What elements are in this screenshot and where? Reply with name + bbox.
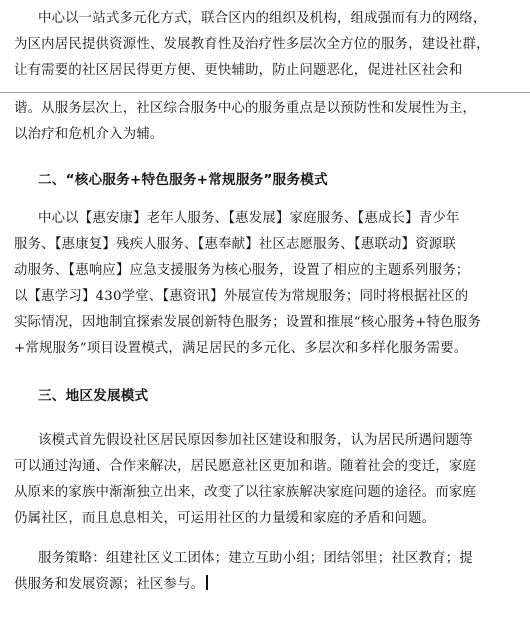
paragraph-line: 实际情况，因地制宜探索发展创新特色服务；设置和推展“核心服务+特色服务	[14, 315, 481, 330]
paragraph-line: 以【惠学习】430学堂、【惠资讯】外展宣传为常规服务；同时将根据社区的	[14, 289, 469, 304]
paragraph-line: 谐。从服务层次上，社区综合服务中心的服务重点是以预防性和发展性为主，	[14, 101, 477, 116]
paragraph-text: 供服务和发展资源；社区参与。	[14, 577, 205, 592]
paragraph-line: 以治疗和危机介入为辅。	[14, 127, 164, 142]
paragraph-line: 可以通过沟通、合作来解决，居民愿意社区更加和谐。随着社会的变迁，家庭	[14, 459, 477, 474]
paragraph-line: 服务、【惠康复】残疾人服务、【惠奉献】社区志愿服务、【惠联动】资源联	[14, 237, 456, 252]
paragraph-line: 让有需要的社区居民得更方便、更快辅助，防止问题恶化，促进社区社会和	[14, 63, 463, 78]
paragraph-line: 仍属社区，而且息息相关，可运用社区的力量缓和家庭的矛盾和问题。	[14, 511, 436, 526]
paragraph-line: 服务策略：组建社区义工团体；建立互助小组；团结邻里；社区教育；提	[38, 551, 473, 566]
paragraph-line	[14, 572, 208, 598]
paragraph-line: 为区内居民提供资源性、发展教育性及治疗性多层次全方位的服务，建设社群，	[14, 37, 490, 52]
section-heading: 三、地区发展模式	[38, 388, 149, 404]
section-heading: 二、“核心服务+特色服务+常规服务”服务模式	[38, 172, 328, 188]
paragraph-line: 从原来的家族中渐渐独立出来，改变了以往家族解决家庭问题的途径。而家庭	[14, 485, 477, 500]
paragraph-line: +常规服务”项目设置模式，满足居民的多元化、多层次和多样化服务需要。	[14, 341, 468, 356]
paragraph-line: 动服务、【惠响应】应急支援服务为核心服务，设置了相应的主题系列服务；	[14, 263, 470, 278]
paragraph-line: 中心以一站式多元化方式，联合区内的组织及机构，组成强而有力的网络，	[38, 11, 487, 26]
paragraph-line: 中心以【惠安康】老年人服务、【惠发展】家庭服务、【惠成长】青少年	[38, 211, 460, 226]
paragraph-line: 该模式首先假设社区居民原因参加社区建设和服务，认为居民所遇问题等	[38, 433, 473, 448]
page-divider-line	[0, 92, 530, 93]
text-cursor[interactable]	[206, 575, 208, 590]
